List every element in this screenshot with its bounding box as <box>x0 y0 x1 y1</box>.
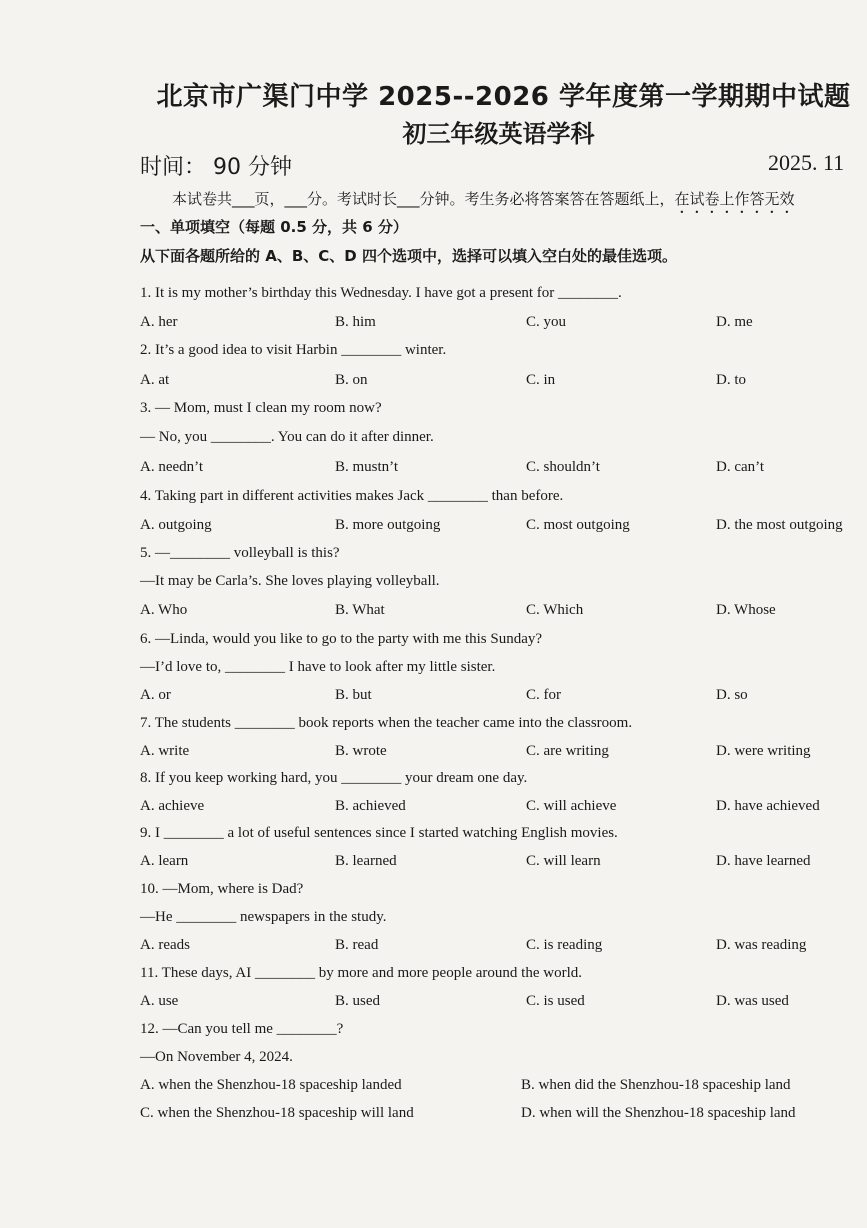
question-2-option-d: D. to <box>716 372 746 388</box>
question-12-option-b: B. when did the Shenzhou-18 spaceship land <box>521 1077 791 1093</box>
question-12-line-1: 12. —Can you tell me ________? <box>140 1021 344 1037</box>
question-10-option-a: A. reads <box>140 937 190 953</box>
question-5-line-1: 5. —________ volleyball is this? <box>140 545 340 561</box>
question-11-line-1: 11. These days, AI ________ by more and more people around the world. <box>140 965 582 981</box>
question-11-option-c: C. is used <box>526 993 585 1009</box>
question-5-option-b: B. What <box>335 602 385 618</box>
question-5-option-a: A. Who <box>140 602 188 618</box>
question-12-option-c: C. when the Shenzhou-18 spaceship will land <box>140 1105 414 1121</box>
question-2-option-b: B. on <box>335 372 368 388</box>
question-6-option-d: D. so <box>716 687 748 703</box>
question-10-line-2: —He ________ newspapers in the study. <box>140 909 387 925</box>
question-10-option-d: D. was reading <box>716 937 807 953</box>
time-label: 时间： 90 分钟 <box>140 155 292 180</box>
question-3-option-a: A. needn’t <box>140 459 204 475</box>
question-6-option-b: B. but <box>335 687 372 703</box>
question-8-option-c: C. will achieve <box>526 798 617 814</box>
question-1-option-d: D. me <box>716 314 753 330</box>
question-11-option-b: B. used <box>335 993 380 1009</box>
question-1-line-1: 1. It is my mother’s birthday this Wednesday. I have got a present for ________. <box>140 285 622 301</box>
question-2-option-c: C. in <box>526 372 556 388</box>
question-4-option-d: D. the most outgoing <box>716 517 843 533</box>
question-10-option-b: B. read <box>335 937 379 953</box>
question-1-option-b: B. him <box>335 314 376 330</box>
exam-date: 2025. 11 <box>768 150 845 175</box>
question-4-line-1: 4. Taking part in different activities makes Jack ________ than before. <box>140 488 564 504</box>
question-10-line-1: 10. —Mom, where is Dad? <box>140 881 304 897</box>
question-7-option-d: D. were writing <box>716 743 811 759</box>
exam-note <box>172 188 795 217</box>
question-3-option-d: D. can’t <box>716 459 765 475</box>
exam-title: 北京市广渠门中学 2025--2026 学年度第一学期期中试题 <box>156 82 851 112</box>
question-4-option-a: A. outgoing <box>140 517 212 533</box>
question-8-line-1: 8. If you keep working hard, you ________ your dream one day. <box>140 770 528 786</box>
question-8-option-d: D. have achieved <box>716 798 820 814</box>
question-7-option-b: B. wrote <box>335 743 387 759</box>
section-instruction: 从下面各题所给的 A、B、C、D 四个选项中，选择可以填入空白处的最佳选项。 <box>140 247 677 265</box>
question-9-option-b: B. learned <box>335 853 397 869</box>
question-5-option-c: C. Which <box>526 602 584 618</box>
question-3-option-c: C. shouldn’t <box>526 459 600 475</box>
question-5-line-2: —It may be Carla’s. She loves playing volleyball. <box>140 573 440 589</box>
question-6-line-1: 6. —Linda, would you like to go to the party with me this Sunday? <box>140 631 543 647</box>
question-8-option-b: B. achieved <box>335 798 406 814</box>
question-9-option-c: C. will learn <box>526 853 601 869</box>
question-9-option-a: A. learn <box>140 853 189 869</box>
question-7-option-a: A. write <box>140 743 190 759</box>
note-emphasis: 在试卷上作答无效 <box>674 190 795 208</box>
question-9-line-1: 9. I ________ a lot of useful sentences since I started watching English movies. <box>140 825 618 841</box>
question-5-option-d: D. Whose <box>716 602 776 618</box>
exam-subtitle: 初三年级英语学科 <box>402 120 595 148</box>
question-10-option-c: C. is reading <box>526 937 603 953</box>
question-1-option-c: C. you <box>526 314 567 330</box>
section-title: 一、单项填空（每题 0.5 分，共 6 分） <box>140 218 408 236</box>
question-4-option-b: B. more outgoing <box>335 517 441 533</box>
question-12-option-a: A. when the Shenzhou-18 spaceship landed <box>140 1077 402 1093</box>
question-3-option-b: B. mustn’t <box>335 459 399 475</box>
question-12-line-2: —On November 4, 2024. <box>140 1049 293 1065</box>
question-12-option-d: D. when will the Shenzhou-18 spaceship land <box>521 1105 796 1121</box>
question-4-option-c: C. most outgoing <box>526 517 630 533</box>
question-7-line-1: 7. The students ________ book reports when the teacher came into the classroom. <box>140 715 633 731</box>
note-main: 本试卷共___页，___分。考试时长___分钟。考生务必将答案答在答题纸上， <box>172 190 675 208</box>
question-11-option-a: A. use <box>140 993 179 1009</box>
question-1-option-a: A. her <box>140 314 178 330</box>
question-9-option-d: D. have learned <box>716 853 811 869</box>
question-2-line-1: 2. It’s a good idea to visit Harbin ________ winter. <box>140 342 447 358</box>
question-6-option-c: C. for <box>526 687 561 703</box>
question-11-option-d: D. was used <box>716 993 789 1009</box>
question-8-option-a: A. achieve <box>140 798 205 814</box>
question-3-line-2: — No, you ________. You can do it after dinner. <box>140 429 434 445</box>
question-6-line-2: —I’d love to, ________ I have to look after my little sister. <box>140 659 496 675</box>
question-2-option-a: A. at <box>140 372 170 388</box>
question-7-option-c: C. are writing <box>526 743 609 759</box>
question-6-option-a: A. or <box>140 687 171 703</box>
question-3-line-1: 3. — Mom, must I clean my room now? <box>140 400 382 416</box>
